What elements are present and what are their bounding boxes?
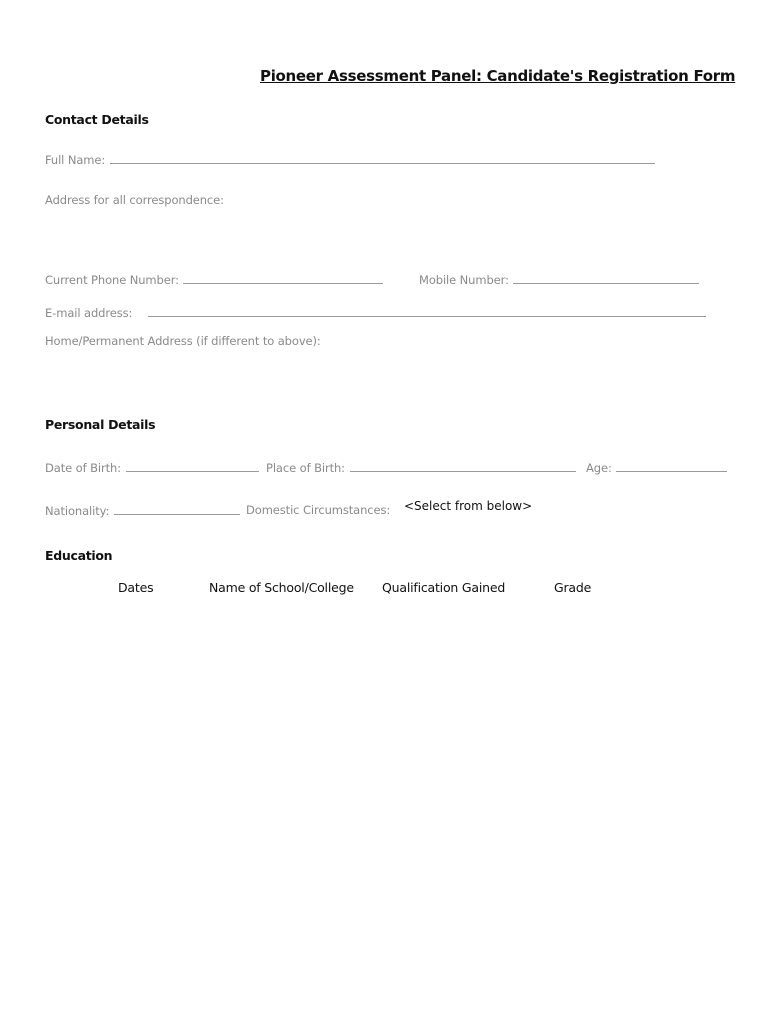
email-row — [45, 305, 706, 320]
mobile-label: Mobile Number: — [419, 273, 509, 287]
full-name-row — [45, 152, 655, 167]
dob-field[interactable] — [126, 460, 259, 472]
contact-details-heading: Contact Details — [45, 112, 149, 127]
age-row — [586, 460, 727, 475]
form-title: Pioneer Assessment Panel: Candidate's Registration Form — [260, 67, 736, 85]
email-field[interactable] — [148, 305, 706, 317]
education-col-school: Name of School/College — [209, 580, 354, 595]
education-heading: Education — [45, 548, 113, 563]
phone-label: Current Phone Number: — [45, 273, 179, 287]
phone-field[interactable] — [183, 272, 383, 284]
age-field[interactable] — [616, 460, 727, 472]
domestic-circumstances-select[interactable]: <Select from below> — [404, 499, 533, 513]
correspondence-address-field[interactable] — [45, 212, 705, 264]
full-name-label: Full Name: — [45, 153, 106, 167]
full-name-field[interactable] — [110, 152, 655, 164]
pob-field[interactable] — [350, 460, 576, 472]
education-col-dates: Dates — [118, 580, 154, 595]
home-address-field[interactable] — [45, 353, 705, 405]
education-col-qualification: Qualification Gained — [382, 580, 506, 595]
nationality-label: Nationality: — [45, 504, 110, 518]
correspondence-address-label: Address for all correspondence: — [45, 193, 224, 207]
domestic-circumstances-label: Domestic Circumstances: — [246, 503, 391, 517]
email-label: E-mail address: — [45, 306, 133, 320]
personal-details-heading: Personal Details — [45, 417, 156, 432]
dob-row — [45, 460, 259, 475]
age-label: Age: — [586, 461, 612, 475]
mobile-row — [419, 272, 699, 287]
pob-label: Place of Birth: — [266, 461, 345, 475]
nationality-row — [45, 503, 240, 518]
dob-label: Date of Birth: — [45, 461, 121, 475]
home-address-label: Home/Permanent Address (if different to above): — [45, 334, 321, 348]
phone-row — [45, 272, 383, 287]
education-entries-area[interactable] — [45, 605, 725, 985]
nationality-field[interactable] — [114, 503, 240, 515]
pob-row — [266, 460, 576, 475]
education-col-grade: Grade — [554, 580, 592, 595]
mobile-field[interactable] — [513, 272, 699, 284]
